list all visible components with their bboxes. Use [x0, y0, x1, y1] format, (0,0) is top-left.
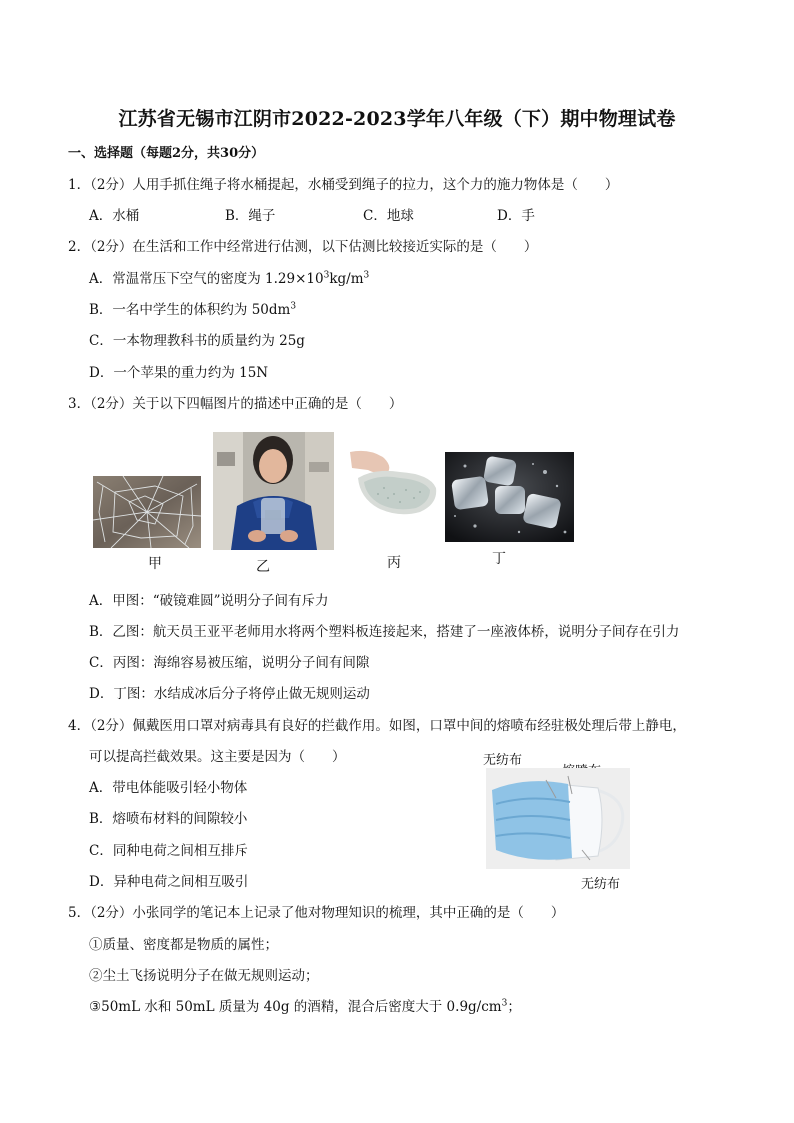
q2-option-a — [89, 270, 369, 288]
medical-mask-image — [486, 768, 630, 869]
q5-statement-2: ②尘土飞扬说明分子在做无规则运动； — [89, 968, 319, 984]
q2-option-b-text: B．一名中学生的体积约为 50dm — [89, 302, 291, 318]
ice-cubes-image — [445, 452, 574, 542]
q1-option-b: B．绳子 — [225, 208, 276, 224]
page-title: 江苏省无锡市江阴市2022-2023学年八年级（下）期中物理试卷 — [118, 108, 676, 130]
q2-option-c: C．一本物理教科书的质量约为 25g — [89, 333, 305, 349]
q1-option-c: C．地球 — [363, 208, 414, 224]
q4-option-c: C．同种电荷之间相互排斥 — [89, 843, 248, 859]
q4-option-b: B．熔喷布材料的间隙较小 — [89, 811, 248, 827]
q3-option-d: D．丁图：水结成冰后分子将停止做无规则运动 — [89, 686, 370, 702]
caption-yi: 乙 — [256, 559, 270, 575]
q2-option-a-unit-exp: 3 — [363, 270, 370, 281]
astronaut-liquid-bridge-image — [213, 432, 334, 550]
q3-option-c: C．丙图：海绵容易被压缩，说明分子间有间隙 — [89, 655, 370, 671]
q1-option-a: A．水桶 — [89, 208, 140, 224]
q2-option-a-text: A．常温常压下空气的密度为 1.29×10 — [89, 271, 324, 287]
q5-statement-1: ①质量、密度都是物质的属性； — [89, 937, 278, 953]
q2-option-a-exp: 3 — [323, 270, 330, 281]
mask-label-nonwoven-bottom: 无纺布 — [581, 877, 621, 892]
q1-option-d: D．手 — [497, 208, 535, 224]
caption-jia: 甲 — [148, 556, 162, 572]
q5-stem: 5．（2分）小张同学的笔记本上记录了他对物理知识的梳理，其中正确的是（ ） — [68, 905, 565, 921]
q4-option-d: D．异种电荷之间相互吸引 — [89, 874, 249, 890]
q2-option-a-unit: kg/m — [329, 271, 364, 287]
q3-option-a: A．甲图：“破镜难圆”说明分子间有斥力 — [89, 593, 329, 609]
q5-statement-3-exp: 3 — [501, 998, 508, 1009]
q2-stem: 2．（2分）在生活和工作中经常进行估测，以下估测比较接近实际的是（ ） — [68, 239, 538, 255]
q4-stem-line2: 可以提高拦截效果。这主要是因为（ ） — [89, 749, 346, 765]
q3-option-b: B．乙图：航天员王亚平老师用水将两个塑料板连接起来，搭建了一座液体桥，说明分子间存在引力 — [89, 624, 680, 640]
q2-option-d: D．一个苹果的重力约为 15N — [89, 365, 269, 381]
mask-label-nonwoven-top: 无纺布 — [483, 753, 523, 768]
q2-option-b — [89, 301, 296, 319]
section-heading: 一、选择题（每题2分，共30分） — [68, 146, 265, 161]
q4-stem-line1: 4．（2分）佩戴医用口罩对病毒具有良好的拦截作用。如图，口罩中间的熔喷布经驻极处理后带上静电， — [68, 718, 686, 734]
q1-stem: 1．（2分）人用手抓住绳子将水桶提起，水桶受到绳子的拉力，这个力的施力物体是（ ） — [68, 177, 619, 193]
sponge-image — [344, 448, 440, 520]
caption-bing: 丙 — [387, 555, 401, 571]
q2-option-b-exp: 3 — [290, 301, 297, 312]
q3-stem: 3．（2分）关于以下四幅图片的描述中正确的是（ ） — [68, 396, 403, 412]
q5-statement-3-end: ； — [507, 999, 521, 1015]
q4-option-a: A．带电体能吸引轻小物体 — [89, 780, 248, 796]
q5-statement-3 — [89, 998, 521, 1016]
q5-statement-3-text: ③50mL 水和 50mL 质量为 40g 的酒精，混合后密度大于 0.9g/cm — [89, 999, 502, 1015]
broken-glass-image — [93, 476, 201, 548]
caption-ding: 丁 — [492, 551, 506, 567]
